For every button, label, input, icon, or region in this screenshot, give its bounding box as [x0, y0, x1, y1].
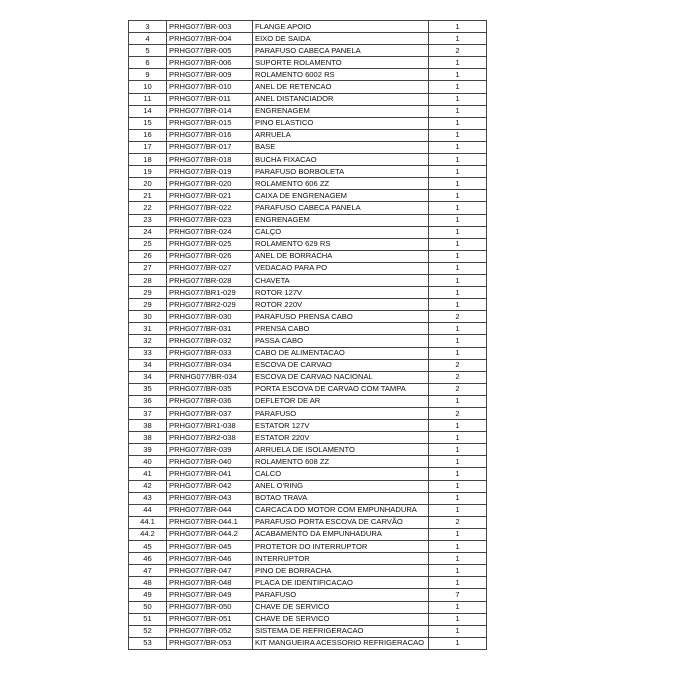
quantity-cell: 1 [429, 57, 487, 69]
description-cell: FLANGE APOIO [253, 21, 429, 33]
quantity-cell: 1 [429, 541, 487, 553]
quantity-cell: 2 [429, 408, 487, 420]
description-cell: CALCO [253, 468, 429, 480]
quantity-cell: 1 [429, 21, 487, 33]
quantity-cell: 1 [429, 553, 487, 565]
part-code-cell: PRHG077/BR-048 [167, 577, 253, 589]
description-cell: PARAFUSO BORBOLETA [253, 166, 429, 178]
description-cell: CARCACA DO MOTOR COM EMPUNHADURA [253, 504, 429, 516]
part-code-cell: PRHG077/BR-049 [167, 589, 253, 601]
item-number-cell: 25 [129, 238, 167, 250]
table-row [129, 480, 487, 492]
table-row [129, 154, 487, 166]
item-number-cell: 17 [129, 141, 167, 153]
table-row [129, 625, 487, 637]
item-number-cell: 23 [129, 214, 167, 226]
part-code-cell: PRHG077/BR-037 [167, 408, 253, 420]
item-number-cell: 36 [129, 395, 167, 407]
description-cell: ANEL O'RING [253, 480, 429, 492]
quantity-cell: 1 [429, 577, 487, 589]
description-cell: PARAFUSO [253, 589, 429, 601]
table-row [129, 371, 487, 383]
quantity-cell: 1 [429, 601, 487, 613]
part-code-cell: PRHG077/BR-022 [167, 202, 253, 214]
description-cell: SISTEMA DE REFRIGERACAO [253, 625, 429, 637]
quantity-cell: 1 [429, 625, 487, 637]
description-cell: ANEL DISTANCIADOR [253, 93, 429, 105]
quantity-cell: 2 [429, 516, 487, 528]
description-cell: PRENSA CABO [253, 323, 429, 335]
quantity-cell: 1 [429, 166, 487, 178]
table-row [129, 190, 487, 202]
item-number-cell: 31 [129, 323, 167, 335]
item-number-cell: 39 [129, 444, 167, 456]
description-cell: INTERRUPTOR [253, 553, 429, 565]
item-number-cell: 38 [129, 432, 167, 444]
table-row [129, 323, 487, 335]
table-row [129, 565, 487, 577]
description-cell: PARAFUSO CABECA PANELA [253, 202, 429, 214]
table-row [129, 456, 487, 468]
quantity-cell: 1 [429, 190, 487, 202]
description-cell: ESTATOR 127V [253, 420, 429, 432]
item-number-cell: 26 [129, 250, 167, 262]
quantity-cell: 1 [429, 492, 487, 504]
description-cell: ACABAMENTO DA EMPUNHADURA [253, 528, 429, 540]
quantity-cell: 1 [429, 250, 487, 262]
item-number-cell: 11 [129, 93, 167, 105]
part-code-cell: PRHG077/BR-047 [167, 565, 253, 577]
part-code-cell: PRHG077/BR-026 [167, 250, 253, 262]
quantity-cell: 1 [429, 81, 487, 93]
table-row [129, 492, 487, 504]
quantity-cell: 2 [429, 371, 487, 383]
part-code-cell: PRHG077/BR-014 [167, 105, 253, 117]
item-number-cell: 35 [129, 383, 167, 395]
table-row [129, 311, 487, 323]
part-code-cell: PRHG077/BR-053 [167, 637, 253, 649]
table-row [129, 45, 487, 57]
table-row [129, 577, 487, 589]
description-cell: ARRUELA DE ISOLAMENTO [253, 444, 429, 456]
description-cell: CABO DE ALIMENTACAO [253, 347, 429, 359]
part-code-cell: PRHG077/BR-027 [167, 262, 253, 274]
part-code-cell: PRHG077/BR-035 [167, 383, 253, 395]
part-code-cell: PRHG077/BR1-029 [167, 287, 253, 299]
part-code-cell: PRHG077/BR-052 [167, 625, 253, 637]
table-row [129, 383, 487, 395]
table-row [129, 69, 487, 81]
quantity-cell: 1 [429, 613, 487, 625]
table-row [129, 117, 487, 129]
table-row [129, 214, 487, 226]
table-row [129, 81, 487, 93]
description-cell: ROLAMENTO 606 ZZ [253, 178, 429, 190]
item-number-cell: 34 [129, 359, 167, 371]
description-cell: PARAFUSO CABECA PANELA [253, 45, 429, 57]
item-number-cell: 19 [129, 166, 167, 178]
part-code-cell: PRHG077/BR-015 [167, 117, 253, 129]
description-cell: PLACA DE IDENTIFICACAO [253, 577, 429, 589]
item-number-cell: 44.2 [129, 528, 167, 540]
quantity-cell: 2 [429, 311, 487, 323]
quantity-cell: 1 [429, 480, 487, 492]
description-cell: EIXO DE SAIDA [253, 33, 429, 45]
table-row [129, 528, 487, 540]
part-code-cell: PRHG077/BR-003 [167, 21, 253, 33]
quantity-cell: 1 [429, 287, 487, 299]
part-code-cell: PRHG077/BR-044 [167, 504, 253, 516]
description-cell: BASE [253, 141, 429, 153]
table-row [129, 589, 487, 601]
item-number-cell: 51 [129, 613, 167, 625]
item-number-cell: 3 [129, 21, 167, 33]
part-code-cell: PRHG077/BR2-029 [167, 299, 253, 311]
item-number-cell: 27 [129, 262, 167, 274]
parts-table-body [129, 21, 487, 650]
table-row [129, 33, 487, 45]
quantity-cell: 1 [429, 214, 487, 226]
table-row [129, 432, 487, 444]
description-cell: PORTA ESCOVA DE CARVAO COM TAMPA [253, 383, 429, 395]
part-code-cell: PRHG077/BR-045 [167, 541, 253, 553]
description-cell: PARAFUSO [253, 408, 429, 420]
part-code-cell: PRHG077/BR-043 [167, 492, 253, 504]
item-number-cell: 53 [129, 637, 167, 649]
item-number-cell: 6 [129, 57, 167, 69]
part-code-cell: PRHG077/BR-041 [167, 468, 253, 480]
part-code-cell: PRHG077/BR-025 [167, 238, 253, 250]
item-number-cell: 34 [129, 371, 167, 383]
item-number-cell: 28 [129, 274, 167, 286]
table-row [129, 637, 487, 649]
table-row [129, 359, 487, 371]
table-row [129, 613, 487, 625]
description-cell: ENGRENAGEM [253, 214, 429, 226]
item-number-cell: 29 [129, 299, 167, 311]
item-number-cell: 18 [129, 154, 167, 166]
item-number-cell: 43 [129, 492, 167, 504]
part-code-cell: PRHG077/BR-031 [167, 323, 253, 335]
item-number-cell: 48 [129, 577, 167, 589]
description-cell: DEFLETOR DE AR [253, 395, 429, 407]
part-code-cell: PRHG077/BR-050 [167, 601, 253, 613]
part-code-cell: PRHG077/BR-042 [167, 480, 253, 492]
part-code-cell: PRHG077/BR-034 [167, 359, 253, 371]
description-cell: PARAFUSO PORTA ESCOVA DE CARVÃO [253, 516, 429, 528]
description-cell: ESTATOR 220V [253, 432, 429, 444]
table-row [129, 262, 487, 274]
table-row [129, 468, 487, 480]
quantity-cell: 1 [429, 117, 487, 129]
table-row [129, 420, 487, 432]
part-code-cell: PRHG077/BR2-038 [167, 432, 253, 444]
quantity-cell: 1 [429, 528, 487, 540]
item-number-cell: 4 [129, 33, 167, 45]
quantity-cell: 2 [429, 383, 487, 395]
item-number-cell: 15 [129, 117, 167, 129]
part-code-cell: PRHG077/BR1-038 [167, 420, 253, 432]
part-code-cell: PRHG077/BR-028 [167, 274, 253, 286]
quantity-cell: 1 [429, 637, 487, 649]
description-cell: BOTAO TRAVA [253, 492, 429, 504]
item-number-cell: 21 [129, 190, 167, 202]
description-cell: ENGRENAGEM [253, 105, 429, 117]
item-number-cell: 44.1 [129, 516, 167, 528]
part-code-cell: PRHG077/BR-016 [167, 129, 253, 141]
quantity-cell: 1 [429, 129, 487, 141]
part-code-cell: PRHG077/BR-019 [167, 166, 253, 178]
description-cell: SUPORTE ROLAMENTO [253, 57, 429, 69]
table-row [129, 335, 487, 347]
table-row [129, 129, 487, 141]
part-code-cell: PRHG077/BR-004 [167, 33, 253, 45]
table-row [129, 553, 487, 565]
quantity-cell: 1 [429, 238, 487, 250]
description-cell: ROLAMENTO 6002 RS [253, 69, 429, 81]
description-cell: CAIXA DE ENGRENAGEM [253, 190, 429, 202]
part-code-cell: PRHG077/BR-039 [167, 444, 253, 456]
quantity-cell: 1 [429, 565, 487, 577]
part-code-cell: PRHG077/BR-006 [167, 57, 253, 69]
quantity-cell: 1 [429, 69, 487, 81]
item-number-cell: 45 [129, 541, 167, 553]
description-cell: ROTOR 127V [253, 287, 429, 299]
part-code-cell: PRHG077/BR-044.2 [167, 528, 253, 540]
item-number-cell: 40 [129, 456, 167, 468]
description-cell: ESCOVA DE CARVAO [253, 359, 429, 371]
description-cell: KIT MANGUEIRA ACESSORIO REFRIGERACAO [253, 637, 429, 649]
item-number-cell: 47 [129, 565, 167, 577]
item-number-cell: 24 [129, 226, 167, 238]
part-code-cell: PRHG077/BR-033 [167, 347, 253, 359]
item-number-cell: 32 [129, 335, 167, 347]
description-cell: ROLAMENTO 608 ZZ [253, 456, 429, 468]
quantity-cell: 1 [429, 432, 487, 444]
description-cell: ANEL DE RETENCAO [253, 81, 429, 93]
part-code-cell: PRHG077/BR-051 [167, 613, 253, 625]
item-number-cell: 50 [129, 601, 167, 613]
description-cell: ARRUELA [253, 129, 429, 141]
part-code-cell: PRHG077/BR-024 [167, 226, 253, 238]
part-code-cell: PRHG077/BR-020 [167, 178, 253, 190]
part-code-cell: PRHG077/BR-023 [167, 214, 253, 226]
item-number-cell: 44 [129, 504, 167, 516]
description-cell: CHAVE DE SERVICO [253, 601, 429, 613]
quantity-cell: 1 [429, 456, 487, 468]
table-row [129, 178, 487, 190]
quantity-cell: 1 [429, 274, 487, 286]
part-code-cell: PRHG077/BR-021 [167, 190, 253, 202]
quantity-cell: 1 [429, 335, 487, 347]
description-cell: CHAVETA [253, 274, 429, 286]
quantity-cell: 1 [429, 226, 487, 238]
table-row [129, 601, 487, 613]
item-number-cell: 42 [129, 480, 167, 492]
part-code-cell: PRHG077/BR-040 [167, 456, 253, 468]
item-number-cell: 37 [129, 408, 167, 420]
table-row [129, 141, 487, 153]
table-row [129, 504, 487, 516]
item-number-cell: 5 [129, 45, 167, 57]
quantity-cell: 2 [429, 45, 487, 57]
description-cell: CALÇO [253, 226, 429, 238]
table-row [129, 105, 487, 117]
quantity-cell: 1 [429, 395, 487, 407]
table-row [129, 516, 487, 528]
quantity-cell: 7 [429, 589, 487, 601]
item-number-cell: 46 [129, 553, 167, 565]
description-cell: PASSA CABO [253, 335, 429, 347]
description-cell: PARAFUSO PRENSA CABO [253, 311, 429, 323]
description-cell: ANEL DE BORRACHA [253, 250, 429, 262]
table-row [129, 347, 487, 359]
part-code-cell: PRHG077/BR-010 [167, 81, 253, 93]
part-code-cell: PRHG077/BR-046 [167, 553, 253, 565]
part-code-cell: PRHG077/BR-005 [167, 45, 253, 57]
item-number-cell: 41 [129, 468, 167, 480]
item-number-cell: 20 [129, 178, 167, 190]
item-number-cell: 38 [129, 420, 167, 432]
description-cell: ESCOVA DE CARVAO NACIONAL [253, 371, 429, 383]
part-code-cell: PRHG077/BR-030 [167, 311, 253, 323]
description-cell: PROTETOR DO INTERRUPTOR [253, 541, 429, 553]
quantity-cell: 1 [429, 323, 487, 335]
description-cell: ROLAMENTO 629 RS [253, 238, 429, 250]
quantity-cell: 1 [429, 299, 487, 311]
item-number-cell: 49 [129, 589, 167, 601]
table-row [129, 226, 487, 238]
table-row [129, 274, 487, 286]
item-number-cell: 29 [129, 287, 167, 299]
quantity-cell: 1 [429, 420, 487, 432]
part-code-cell: PRHG077/BR-044.1 [167, 516, 253, 528]
table-row [129, 93, 487, 105]
table-row [129, 57, 487, 69]
item-number-cell: 52 [129, 625, 167, 637]
description-cell: ROTOR 220V [253, 299, 429, 311]
quantity-cell: 1 [429, 105, 487, 117]
part-code-cell: PRNHG077/BR-034 [167, 371, 253, 383]
item-number-cell: 30 [129, 311, 167, 323]
quantity-cell: 1 [429, 262, 487, 274]
table-row [129, 166, 487, 178]
table-row [129, 238, 487, 250]
description-cell: BUCHA FIXACAO [253, 154, 429, 166]
table-row [129, 21, 487, 33]
description-cell: PINO ELASTICO [253, 117, 429, 129]
quantity-cell: 1 [429, 93, 487, 105]
item-number-cell: 14 [129, 105, 167, 117]
item-number-cell: 33 [129, 347, 167, 359]
quantity-cell: 1 [429, 141, 487, 153]
table-row [129, 299, 487, 311]
parts-table [128, 20, 487, 650]
quantity-cell: 1 [429, 444, 487, 456]
description-cell: PINO DE BORRACHA [253, 565, 429, 577]
item-number-cell: 9 [129, 69, 167, 81]
table-row [129, 395, 487, 407]
quantity-cell: 1 [429, 504, 487, 516]
item-number-cell: 10 [129, 81, 167, 93]
quantity-cell: 1 [429, 178, 487, 190]
table-row [129, 202, 487, 214]
quantity-cell: 2 [429, 359, 487, 371]
item-number-cell: 16 [129, 129, 167, 141]
table-row [129, 250, 487, 262]
part-code-cell: PRHG077/BR-032 [167, 335, 253, 347]
part-code-cell: PRHG077/BR-036 [167, 395, 253, 407]
table-row [129, 287, 487, 299]
part-code-cell: PRHG077/BR-009 [167, 69, 253, 81]
table-row [129, 408, 487, 420]
table-row [129, 444, 487, 456]
table-row [129, 541, 487, 553]
description-cell: CHAVE DE SERVICO [253, 613, 429, 625]
quantity-cell: 1 [429, 468, 487, 480]
item-number-cell: 22 [129, 202, 167, 214]
quantity-cell: 1 [429, 154, 487, 166]
part-code-cell: PRHG077/BR-018 [167, 154, 253, 166]
quantity-cell: 1 [429, 202, 487, 214]
description-cell: VEDACAO PARA PO [253, 262, 429, 274]
part-code-cell: PRHG077/BR-011 [167, 93, 253, 105]
part-code-cell: PRHG077/BR-017 [167, 141, 253, 153]
quantity-cell: 1 [429, 33, 487, 45]
quantity-cell: 1 [429, 347, 487, 359]
